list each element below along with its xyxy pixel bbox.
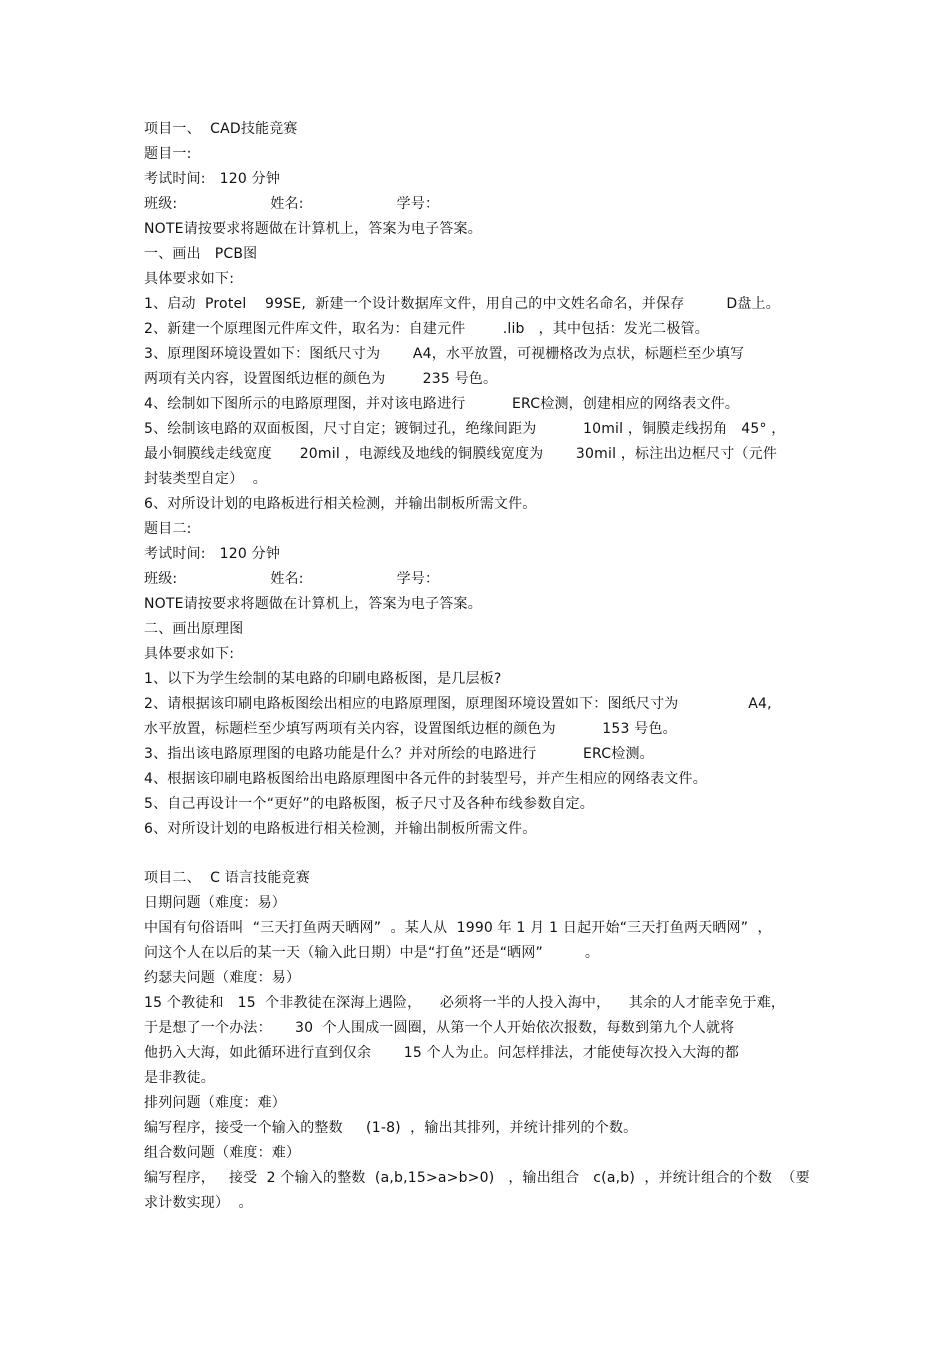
requirements-heading: 具体要求如下: xyxy=(144,646,235,662)
requirement-item: 4、绘制如下图所示的电路原理图，并对该电路进行 ERC检测，创建相应的网络表文件。 xyxy=(144,396,740,412)
problem-text: 15 个教徒和 15 个非教徒在深海上遇险， 必须将一半的人投入海中， 其余的人才能幸免于难， xyxy=(144,995,786,1011)
problem-title: 排列问题（难度：难） xyxy=(144,1095,286,1111)
question1-heading: 题目一: xyxy=(144,146,192,162)
requirement-item: 3、指出该电路原理图的电路功能是什么？并对所绘的电路进行 ERC检测。 xyxy=(144,746,654,762)
problem-title: 日期问题（难度：易） xyxy=(144,895,286,911)
note-line: NOTE请按要求将题做在计算机上，答案为电子答案。 xyxy=(144,221,482,237)
requirement-item: 4、根据该印刷电路板图给出电路原理图中各元件的封装型号，并产生相应的网络表文件。 xyxy=(144,771,707,787)
problem-text: 问这个人在以后的某一天（输入此日期）中是“打鱼”还是“晒网” 。 xyxy=(144,945,600,961)
requirement-item: 2、请根据该印刷电路板图绘出相应的电路原理图，原理图环境设置如下：图纸尺寸为 A4, xyxy=(144,696,772,712)
requirement-item: 3、原理图环境设置如下：图纸尺寸为 A4，水平放置，可视栅格改为点状，标题栏至少填写 xyxy=(144,346,745,362)
requirement-item: 6、对所设计划的电路板进行相关检测，并输出制板所需文件。 xyxy=(144,496,537,512)
problem-title: 约瑟夫问题（难度：易） xyxy=(144,970,301,986)
requirement-item: 1、以下为学生绘制的某电路的印刷电路板图，是几层板? xyxy=(144,671,502,687)
project2-heading: 项目二、 C 语言技能竞赛 xyxy=(144,870,310,886)
question2-heading: 题目二: xyxy=(144,521,192,537)
requirement-item: 5、绘制该电路的双面板图，尺寸自定；镀铜过孔，绝缘间距为 10mil ，铜膜走线拐角 45° ， xyxy=(144,421,786,437)
problem-text: 中国有句俗语叫 “三天打鱼两天晒网” 。某人从 1990 年 1 月 1 日起开始“三天打鱼两天晒网” ， xyxy=(144,920,772,936)
requirements-heading: 具体要求如下: xyxy=(144,271,235,287)
project1-heading: 项目一、 CAD技能竞赛 xyxy=(144,121,298,137)
section-heading: 一、画出 PCB图 xyxy=(144,246,258,262)
requirement-item-continued: 封装类型自定） 。 xyxy=(144,471,267,487)
exam-time-line: 考试时间: 120 分钟 xyxy=(144,171,281,187)
problem-text: 编写程序， 接受 2 个输入的整数 (a,b,15>a>b>0) ，输出组合 c(a,b) ，并统计组合的个数 （要 xyxy=(144,1170,810,1186)
problem-text: 编写程序，接受一个输入的整数 (1-8) ，输出其排列，并统计排列的个数。 xyxy=(144,1120,638,1136)
requirement-item-continued: 两项有关内容，设置图纸边框的颜色为 235 号色。 xyxy=(144,371,498,387)
note-line: NOTE请按要求将题做在计算机上，答案为电子答案。 xyxy=(144,596,482,612)
class-name-id-line: 班级: 姓名: 学号： xyxy=(144,571,440,587)
section-heading: 二、画出原理图 xyxy=(144,621,244,637)
problem-text: 是非教徒。 xyxy=(144,1070,215,1086)
requirement-item: 6、对所设计划的电路板进行相关检测，并输出制板所需文件。 xyxy=(144,821,537,837)
problem-text: 他扔入大海，如此循环进行直到仅余 15 个人为止。问怎样排法，才能使每次投入大海的都 xyxy=(144,1045,740,1061)
problem-title: 组合数问题（难度：难） xyxy=(144,1145,301,1161)
exam-time-line: 考试时间: 120 分钟 xyxy=(144,546,281,562)
requirement-item: 2、新建一个原理图元件库文件，取名为：自建元件 .lib ，其中包括：发光二极管。 xyxy=(144,321,709,337)
class-name-id-line: 班级: 姓名: 学号： xyxy=(144,196,440,212)
requirement-item-continued: 水平放置，标题栏至少填写两项有关内容，设置图纸边框的颜色为 153 号色。 xyxy=(144,721,677,737)
problem-text: 于是想了一个办法： 30 个人围成一圆圈，从第一个人开始依次报数，每数到第九个人就将 xyxy=(144,1020,735,1036)
requirement-item: 5、自己再设计一个“更好”的电路板图，板子尺寸及各种布线参数自定。 xyxy=(144,796,595,812)
requirement-item-continued: 最小铜膜线走线宽度 20mil ，电源线及地线的铜膜线宽度为 30mil ，标注出边框尺寸（元件 xyxy=(144,446,778,462)
requirement-item: 1、启动 Protel 99SE, 新建一个设计数据库文件，用自己的中文姓名命名，并保存 D盘上。 xyxy=(144,296,780,312)
problem-text: 求计数实现） 。 xyxy=(144,1195,253,1211)
